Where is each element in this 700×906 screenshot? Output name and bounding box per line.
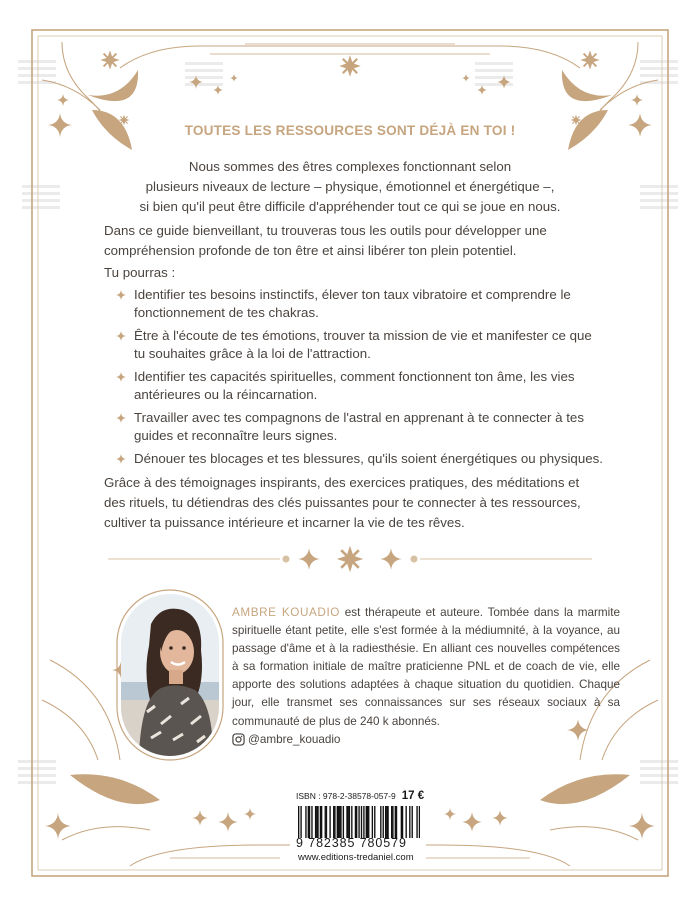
barcode-bar bbox=[333, 806, 334, 838]
you-can-label: Tu pourras : bbox=[104, 265, 176, 280]
sparkle-bullet-icon bbox=[116, 290, 126, 300]
barcode-bar bbox=[402, 806, 403, 838]
barcode-bar bbox=[419, 806, 420, 838]
barcode-bar bbox=[395, 806, 396, 838]
intro-paragraph bbox=[130, 157, 570, 217]
barcode-bar bbox=[338, 806, 339, 838]
barcode-bar bbox=[309, 806, 310, 838]
barcode-bar bbox=[367, 806, 368, 838]
barcode-bar bbox=[339, 806, 340, 838]
barcode-bar bbox=[355, 806, 356, 838]
barcode-bar bbox=[315, 806, 316, 838]
list-item bbox=[106, 450, 606, 468]
list-item bbox=[106, 368, 606, 404]
barcode-bar bbox=[409, 806, 410, 838]
barcode-bar bbox=[385, 806, 386, 838]
barcode-bar bbox=[386, 806, 387, 838]
barcode-bar bbox=[329, 806, 330, 838]
sparkle-bullet-icon bbox=[116, 331, 126, 341]
price: 17 € bbox=[401, 790, 425, 802]
benefits-list bbox=[106, 281, 606, 468]
headline: TOUTES LES RESSOURCES SONT DÉJÀ EN TOI ! bbox=[184, 123, 516, 138]
barcode-bar bbox=[334, 806, 335, 838]
list-item bbox=[106, 409, 606, 445]
barcode-bar bbox=[358, 806, 359, 838]
ean-digits: 9 782385 780579 bbox=[296, 836, 407, 850]
list-item bbox=[106, 286, 606, 322]
list-item-text: Identifier tes besoins instinctifs, élever ton taux vibratoire et comprendre le fonctionnement de tes chakras. bbox=[134, 287, 571, 320]
barcode-bar bbox=[311, 806, 312, 838]
barcode-bar bbox=[317, 806, 318, 838]
instagram-handle[interactable] bbox=[232, 731, 340, 747]
intro-line-2: plusieurs niveaux de lecture – physique, émotionnel et énergétique –, bbox=[145, 179, 555, 194]
sparkle-bullet-icon bbox=[116, 454, 126, 464]
barcode-bar bbox=[401, 806, 402, 838]
barcode-bar bbox=[391, 806, 392, 838]
barcode-bar bbox=[346, 806, 347, 838]
isbn-number: ISBN : 978-2-38578-057-9 bbox=[296, 791, 396, 801]
list-item-text: Être à l'écoute de tes émotions, trouver ta mission de vie et manifester ce que tu souhaites grâce à la loi de l'attraction. bbox=[134, 328, 592, 361]
barcode-bar bbox=[361, 806, 362, 838]
author-bio-text: est thérapeute et auteure. Tombée dans la marmite spirituelle étant petite, elle s'est formée à la médiumnité, à la voyance, au passage d'âme et à la radiesthésie. En alliant ces nouvelles compétences à sa formation initiale de maître praticienne PNL et de coach de vie, elle apporte des solutions adaptées à chaque situation du quotidien. Chaque jour, elle transmet ses connaissances sur ses réseaux sociaux à sa communauté de plus de 240 k abonnés. bbox=[232, 606, 620, 728]
guide-paragraph: Dans ce guide bienveillant, tu trouveras tous les outils pour développer une compréhension profonde de ton être et ainsi libérer ton plein potentiel. bbox=[104, 223, 547, 258]
author-portrait-icon bbox=[121, 594, 219, 756]
barcode-block bbox=[290, 786, 426, 866]
barcode-bar bbox=[368, 806, 369, 838]
list-item-text: Identifier tes capacités spirituelles, comment fonctionnent ton âme, les vies antérieures ou la réincarnation. bbox=[134, 369, 575, 402]
barcode-bar bbox=[372, 806, 373, 838]
barcode-bar bbox=[300, 806, 301, 838]
list-item-text: Travailler avec tes compagnons de l'astral en apprenant à te connecter à tes guides et reconnaître leurs signes. bbox=[134, 410, 584, 443]
barcode-bar bbox=[412, 806, 413, 838]
sparkle-bullet-icon bbox=[116, 372, 126, 382]
list-item bbox=[106, 327, 606, 363]
barcode-bar bbox=[366, 806, 367, 838]
list-item-text: Dénouer tes blocages et tes blessures, qu'ils soient énergétiques ou physiques. bbox=[134, 451, 603, 466]
instagram-handle-text: @ambre_kouadio bbox=[248, 732, 341, 746]
instagram-icon bbox=[232, 733, 245, 746]
barcode-icon bbox=[298, 806, 420, 838]
barcode-bar bbox=[383, 806, 384, 838]
barcode-bar bbox=[298, 806, 299, 838]
barcode-bar bbox=[340, 806, 341, 838]
sparkle-bullet-icon bbox=[116, 413, 126, 423]
author-name: AMBRE KOUADIO bbox=[232, 606, 340, 619]
barcode-bar bbox=[308, 806, 309, 838]
barcode-bar bbox=[406, 806, 407, 838]
barcode-bar bbox=[316, 806, 317, 838]
barcode-bar bbox=[348, 806, 349, 838]
publisher-website: www.editions-tredaniel.com bbox=[298, 852, 414, 863]
intro-line-3: si bien qu'il peut être difficile d'appréhender tout ce qui se joue en nous. bbox=[139, 199, 561, 214]
barcode-bar bbox=[337, 806, 338, 838]
barcode-bar bbox=[356, 806, 357, 838]
barcode-bar bbox=[343, 806, 344, 838]
isbn-price-line bbox=[296, 790, 424, 802]
barcode-bar bbox=[363, 806, 364, 838]
barcode-bar bbox=[416, 806, 417, 838]
barcode-bar bbox=[305, 806, 306, 838]
barcode-bar bbox=[325, 806, 326, 838]
barcode-bar bbox=[351, 806, 352, 838]
intro-line-1: Nous sommes des êtres complexes fonctionnant selon bbox=[188, 159, 512, 174]
barcode-bar bbox=[396, 806, 397, 838]
author-bio bbox=[232, 604, 620, 731]
barcode-bar bbox=[320, 806, 321, 838]
barcode-bar bbox=[392, 806, 393, 838]
author-photo bbox=[121, 594, 219, 756]
barcode-bar bbox=[380, 806, 381, 838]
barcode-bar bbox=[321, 806, 322, 838]
barcode-bar bbox=[374, 806, 375, 838]
barcode-bar bbox=[387, 806, 388, 838]
closing-paragraph: Grâce à des témoignages inspirants, des exercices pratiques, des méditations et des rituels, tu détiendras des clés puissantes pour te connecter à tes ressources, cultiver ta puissance intérieure et incarner la vie de tes rêves. bbox=[104, 475, 581, 530]
barcode-bar bbox=[326, 806, 327, 838]
barcode-bar bbox=[349, 806, 350, 838]
